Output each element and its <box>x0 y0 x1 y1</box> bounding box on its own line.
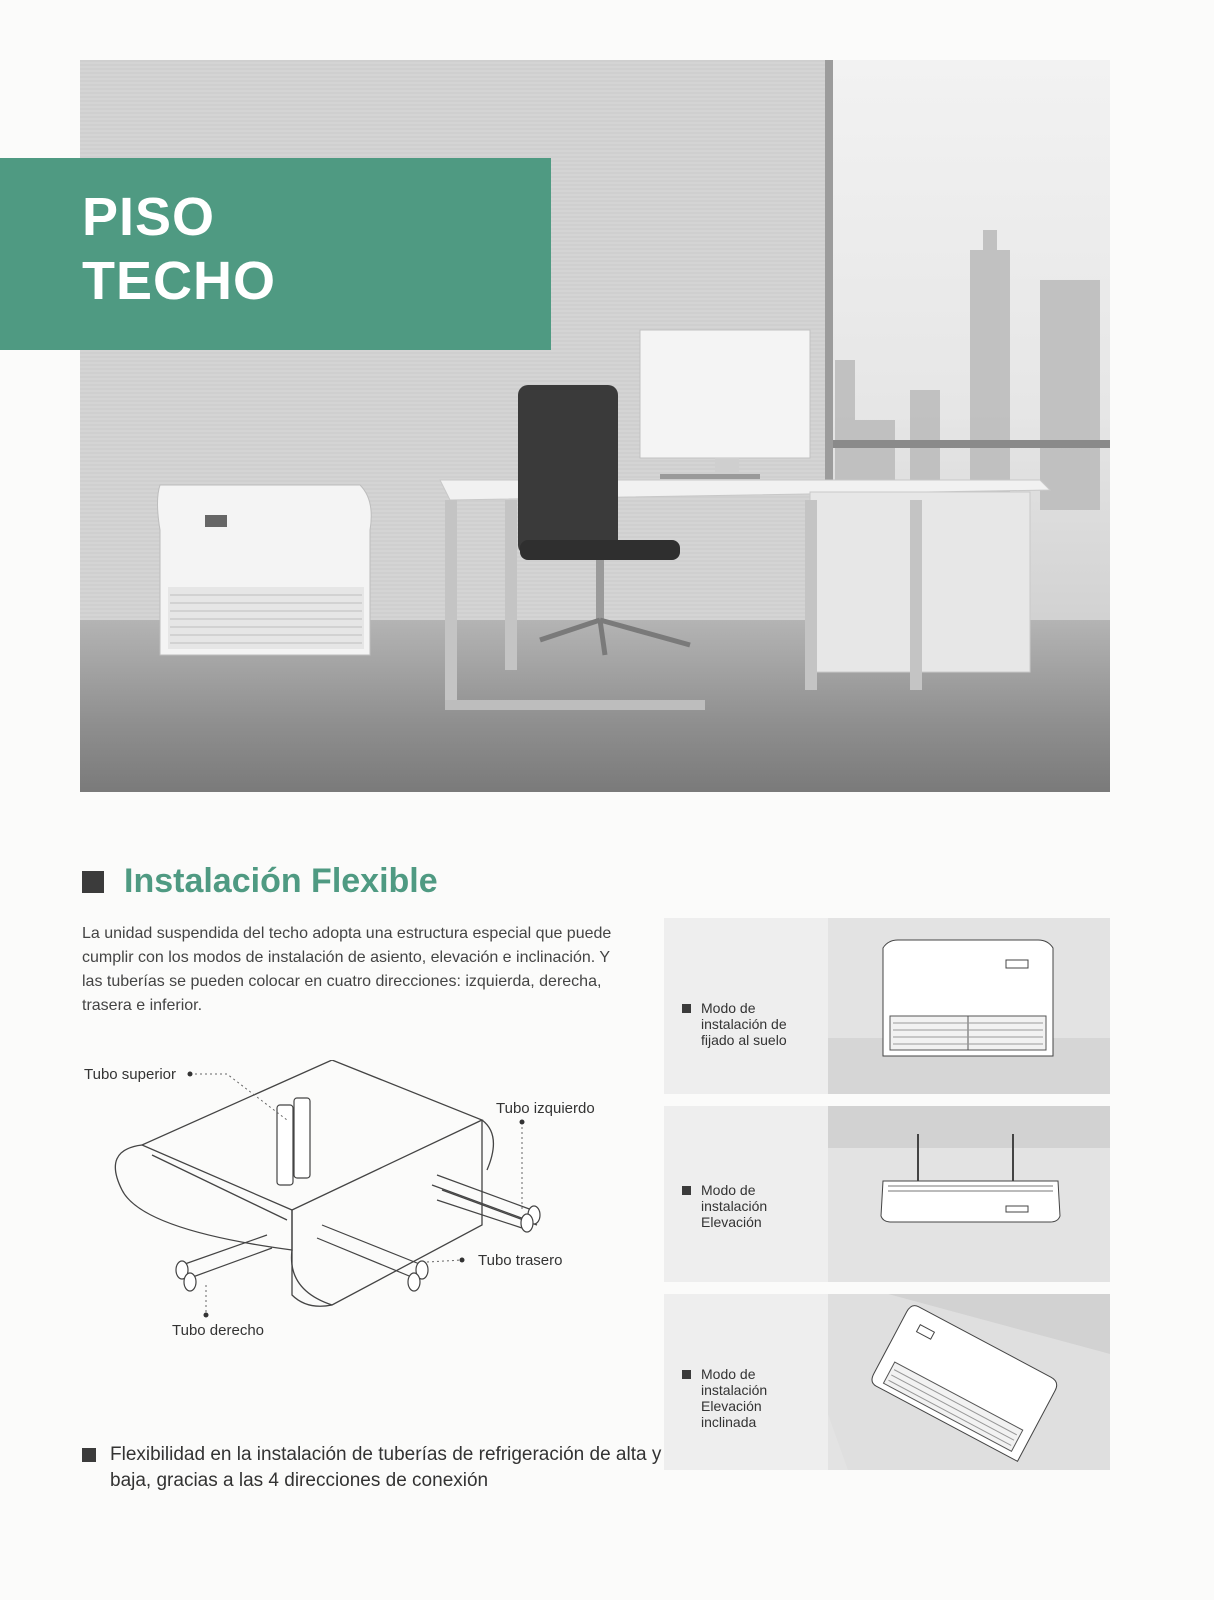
title-line-2: TECHO <box>82 251 276 311</box>
bottom-note <box>82 1442 662 1494</box>
mode-illustration <box>828 1106 1110 1282</box>
mode-label-text: Modo de instalación Elevación <box>701 1182 768 1230</box>
title-band <box>0 158 551 350</box>
bottom-note-text: Flexibilidad en la instalación de tuberías de refrigeración de alta y baja, gracias a las 4 direcciones de conexión <box>110 1444 662 1491</box>
inclined-unit-drawing <box>828 1294 1110 1470</box>
label-tubo-trasero: Tubo trasero <box>478 1252 563 1269</box>
square-bullet-icon <box>682 1186 691 1195</box>
label-tubo-derecho: Tubo derecho <box>172 1322 265 1339</box>
floor-unit-drawing <box>828 918 1110 1094</box>
label-tubo-superior: Tubo superior <box>84 1066 176 1083</box>
mode-card-elevation <box>664 1106 1110 1282</box>
label-tubo-izquierdo: Tubo izquierdo <box>496 1100 595 1117</box>
mode-label <box>682 1000 787 1048</box>
ac-unit-floor <box>158 485 372 655</box>
suspended-unit-drawing <box>828 1106 1110 1282</box>
section-title: Instalación Flexible <box>124 862 438 900</box>
square-bullet-icon <box>82 871 104 893</box>
monitor <box>640 330 810 479</box>
square-bullet-icon <box>82 1448 96 1462</box>
title-line-1: PISO <box>82 187 216 247</box>
square-bullet-icon <box>682 1370 691 1379</box>
pipe-direction-diagram <box>82 1060 642 1380</box>
intro-paragraph: La unidad suspendida del techo adopta una estructura especial que puede cumplir con los modos de instalación de asiento, elevación e inclinación. Y las tuberías se pueden colocar en cuatro direcciones: izquierda, derecha, trasera e inferior. <box>82 925 612 1014</box>
mode-card-floor <box>664 918 1110 1094</box>
mode-card-inclined <box>664 1294 1110 1470</box>
section-heading <box>82 862 438 901</box>
mode-label <box>682 1182 787 1230</box>
mode-label <box>682 1366 787 1430</box>
mode-illustration <box>828 1294 1110 1470</box>
mode-illustration <box>828 918 1110 1094</box>
mode-label-text: Modo de instalación de fijado al suelo <box>701 1000 787 1048</box>
mode-label-text: Modo de instalación Elevación inclinada <box>701 1366 768 1430</box>
square-bullet-icon <box>682 1004 691 1013</box>
